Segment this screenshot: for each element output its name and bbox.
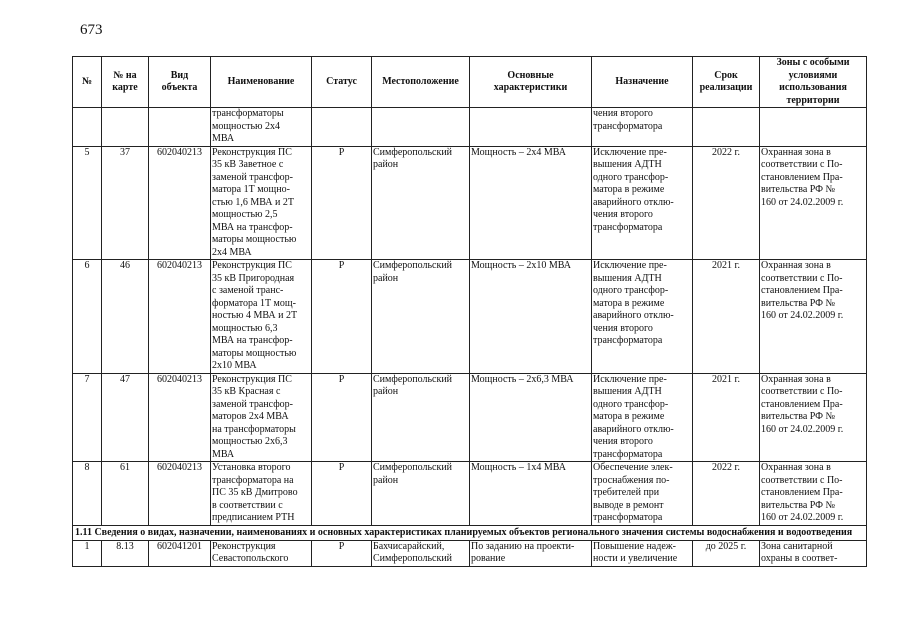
cell-status: Р: [312, 260, 372, 374]
section-title: 1.11 Сведения о видах, назначении, наименованиях и основных характеристиках планируемых объектов регионального значения системы водоснабжения и водоотведения: [73, 525, 867, 540]
cell: [73, 108, 102, 147]
header-cell: № на карте: [102, 57, 149, 108]
cell: [149, 108, 211, 147]
cell-name: Реконструкция ПС 35 кВ Пригородная с заменой транс- форматора 1Т мощ- ностью 4 МВА и 2Т мощностью 6,3 МВА на трансфор- маторы мощностью 2х10 МВА: [211, 260, 312, 374]
objects-table: [72, 56, 867, 567]
cell-characteristics: Мощность – 2х6,3 МВА: [470, 373, 592, 462]
cell-map-number: 8.13: [102, 540, 149, 566]
cell-purpose: Исключение пре- вышения АДТН одного трансфор- матора в режиме аварийного отклю- чения второго трансформатора: [592, 373, 693, 462]
cell-name: Реконструкция ПС 35 кВ Красная с заменой трансфор- маторов 2х4 МВА на трансформаторы мощностью 2х6,3 МВА: [211, 373, 312, 462]
cell-status: Р: [312, 540, 372, 566]
header-cell: №: [73, 57, 102, 108]
cell-zones: Охранная зона в соответствии с По- становлением Пра- вительства РФ № 160 от 24.02.2009 г.: [760, 462, 867, 526]
cell: [693, 108, 760, 147]
cell-object-type: 602040213: [149, 260, 211, 374]
header-cell: Назначение: [592, 57, 693, 108]
cell-characteristics: Мощность – 2х4 МВА: [470, 146, 592, 260]
table-header-row: [73, 57, 867, 108]
header-cell: Наименование: [211, 57, 312, 108]
cell-map-number: 37: [102, 146, 149, 260]
header-cell: Местоположение: [372, 57, 470, 108]
cell-status: Р: [312, 462, 372, 526]
cell-object-type: 602040213: [149, 462, 211, 526]
cell: [372, 108, 470, 147]
cell-object-type: 602040213: [149, 373, 211, 462]
cell-zones: Зона санитарной охраны в соответ-: [760, 540, 867, 566]
cell-location: Симферопольский район: [372, 260, 470, 374]
cell-purpose: Повышение надеж- ности и увеличение: [592, 540, 693, 566]
cell-map-number: 46: [102, 260, 149, 374]
table-row: [73, 373, 867, 462]
cell: [102, 108, 149, 147]
header-cell: Срок реализации: [693, 57, 760, 108]
table-row: [73, 146, 867, 260]
table-row: [73, 540, 867, 566]
page-number: 673: [80, 22, 103, 38]
header-cell: Вид объекта: [149, 57, 211, 108]
cell-characteristics: По заданию на проекти- рование: [470, 540, 592, 566]
cell-name: Реконструкция Севастопольского: [211, 540, 312, 566]
cell-zones: Охранная зона в соответствии с По- становлением Пра- вительства РФ № 160 от 24.02.2009 г.: [760, 260, 867, 374]
cell-status: Р: [312, 373, 372, 462]
cell-purpose: Исключение пре- вышения АДТН одного трансфор- матора в режиме аварийного отклю- чения второго трансформатора: [592, 260, 693, 374]
header-cell: Основные характеристики: [470, 57, 592, 108]
cell-location: Симферопольский район: [372, 373, 470, 462]
cell: [760, 108, 867, 147]
cell: [470, 108, 592, 147]
cell-location: Симферопольский район: [372, 146, 470, 260]
cell-purpose: Обеспечение элек- троснабжения по- требителей при выводе в ремонт трансформатора: [592, 462, 693, 526]
cell-characteristics: Мощность – 2х10 МВА: [470, 260, 592, 374]
header-cell: Статус: [312, 57, 372, 108]
header-cell: Зоны с особыми условиями использования территории: [760, 57, 867, 108]
cell-deadline: 2022 г.: [693, 462, 760, 526]
cell-zones: Охранная зона в соответствии с По- становлением Пра- вительства РФ № 160 от 24.02.2009 г.: [760, 373, 867, 462]
cell-number: 8: [73, 462, 102, 526]
cell-number: 1: [73, 540, 102, 566]
cell: [312, 108, 372, 147]
cell-number: 7: [73, 373, 102, 462]
cell-number: 5: [73, 146, 102, 260]
table-row-continuation: [73, 108, 867, 147]
cell-name: трансформаторы мощностью 2х4 МВА: [211, 108, 312, 147]
cell-map-number: 47: [102, 373, 149, 462]
cell-name: Установка второго трансформатора на ПС 35 кВ Дмитрово в соответствии с предписанием РТН: [211, 462, 312, 526]
cell-deadline: 2022 г.: [693, 146, 760, 260]
cell-map-number: 61: [102, 462, 149, 526]
cell-characteristics: Мощность – 1х4 МВА: [470, 462, 592, 526]
cell-object-type: 602041201: [149, 540, 211, 566]
cell-purpose: чения второго трансформатора: [592, 108, 693, 147]
cell-zones: Охранная зона в соответствии с По- становлением Пра- вительства РФ № 160 от 24.02.2009 г.: [760, 146, 867, 260]
cell-purpose: Исключение пре- вышения АДТН одного трансфор- матора в режиме аварийного отклю- чения второго трансформатора: [592, 146, 693, 260]
cell-deadline: до 2025 г.: [693, 540, 760, 566]
cell-status: Р: [312, 146, 372, 260]
cell-location: Бахчисарайский, Симферопольский: [372, 540, 470, 566]
cell-location: Симферопольский район: [372, 462, 470, 526]
cell-name: Реконструкция ПС 35 кВ Заветное с заменой трансфор- матора 1Т мощно- стью 1,6 МВА и 2Т мощностью 2,5 МВА на трансфор- маторы мощностью 2х4 МВА: [211, 146, 312, 260]
section-heading-row: [73, 525, 867, 540]
table-row: [73, 462, 867, 526]
cell-number: 6: [73, 260, 102, 374]
cell-deadline: 2021 г.: [693, 373, 760, 462]
cell-deadline: 2021 г.: [693, 260, 760, 374]
cell-object-type: 602040213: [149, 146, 211, 260]
table-row: [73, 260, 867, 374]
